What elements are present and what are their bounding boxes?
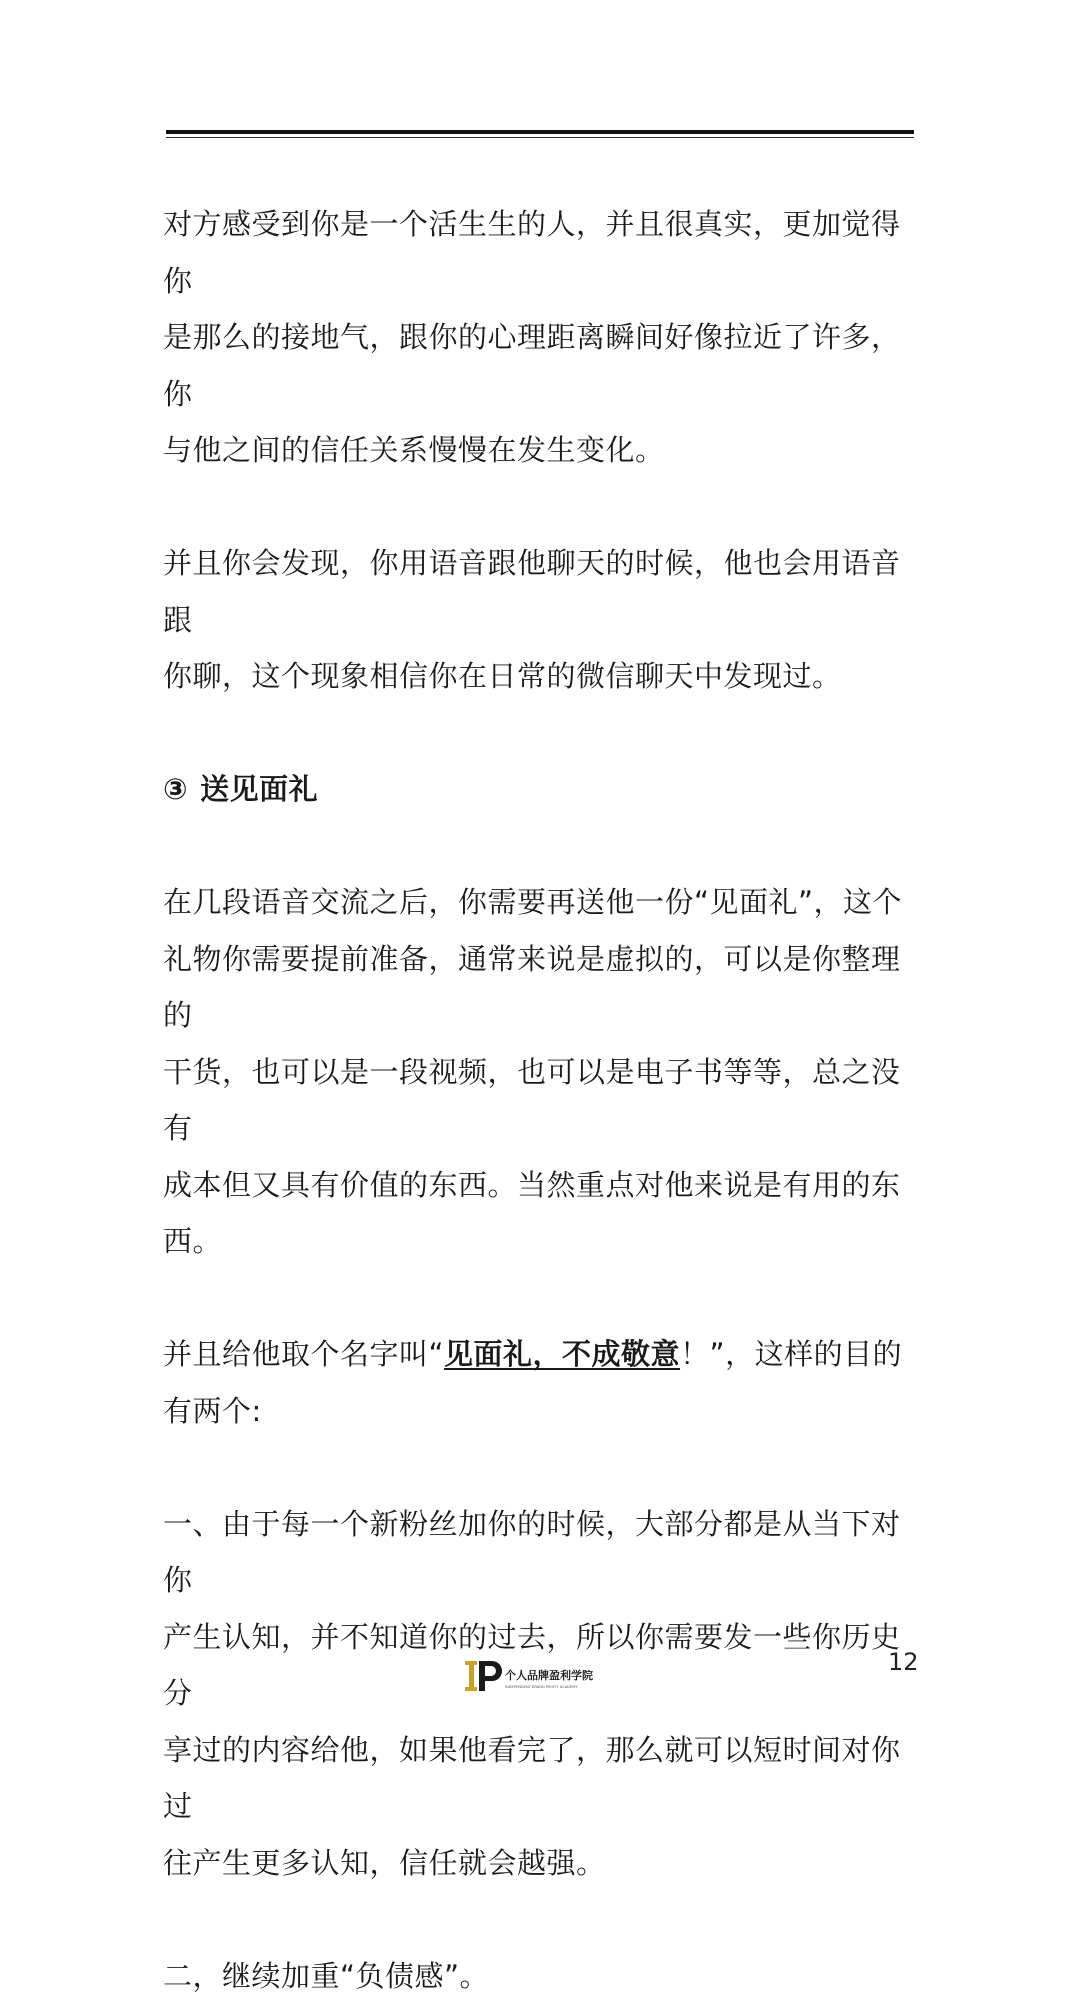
section-title: 送见面礼 [200, 772, 318, 806]
paragraph-2: 并且你会发现，你用语音跟他聊天的时候，他也会用语音跟 你聊，这个现象相信你在日常的微信聊天中发现过。 [163, 535, 921, 705]
logo-text: 个人品牌盈利学院 [505, 1668, 593, 1682]
section-heading [163, 761, 921, 818]
paragraph-6: 二，继续加重“负债感”。 [163, 1948, 921, 2004]
paragraph-5: 一、由于每一个新粉丝加你的时候，大部分都是从当下对你 产生认知，并不知道你的过去，所以你需要发一些你历史分 享过的内容给他，如果他看完了，那么就可以短时间对你过 往产生更多认知，信任就会越强。 [163, 1496, 921, 1892]
header-rule-thick [166, 130, 914, 134]
emphasis-phrase: 见面礼，不成敬意 [444, 1337, 680, 1371]
logo-subtext: INDEPENDENT BRAND PROFIT ACADEMY [505, 1685, 578, 1689]
paragraph-4-lead: 并且给他取个名字叫“ [163, 1337, 444, 1371]
paragraph-1: 对方感受到你是一个活生生的人，并且很真实，更加觉得你 是那么的接地气，跟你的心理距离瞬间好像拉近了许多，你 与他之间的信任关系慢慢在发生变化。 [163, 196, 921, 479]
header-rule-thin [166, 137, 914, 138]
brand-logo [465, 1658, 615, 1698]
ip-monogram-icon [465, 1661, 502, 1691]
page-number: 12 [888, 1648, 919, 1676]
paragraph-4-tail: ！”，这样的目的 有两个: [163, 1337, 902, 1428]
paragraph-3: 在几段语音交流之后，你需要再送他一份“见面礼”，这个 礼物你需要提前准备，通常来说是虚拟的，可以是你整理的 干货，也可以是一段视频，也可以是电子书等等，总之没有 成本但又具有价值的东西。当然重点对他来说是有用的东 西。 [163, 874, 921, 1270]
section-number: ③ [163, 772, 188, 806]
paragraph-4 [163, 1326, 921, 1439]
document-body [163, 196, 921, 2004]
